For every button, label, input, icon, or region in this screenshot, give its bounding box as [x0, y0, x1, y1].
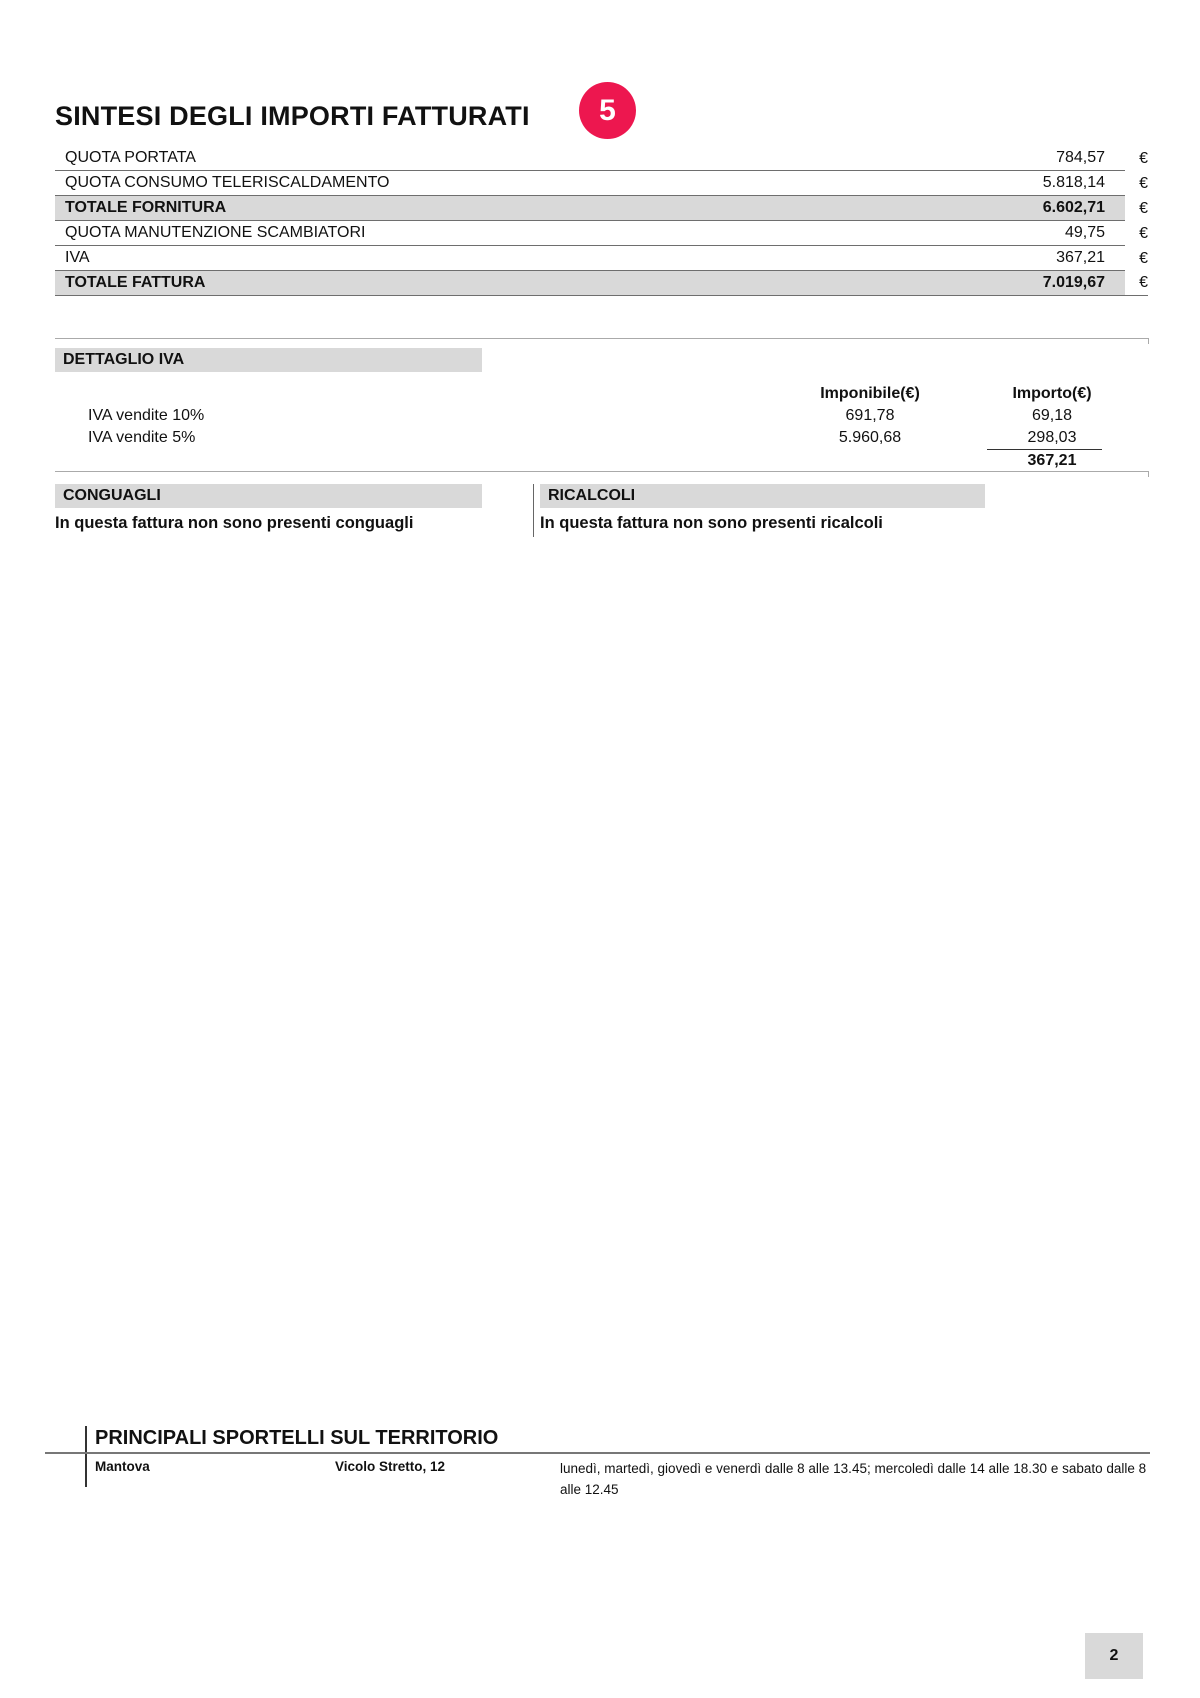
- page-number-badge: [1085, 1633, 1143, 1679]
- vat-detail-section-header: [55, 348, 482, 372]
- section-title: CONGUAGLI: [63, 487, 161, 504]
- row-amount: 5.818,14: [1042, 174, 1105, 191]
- row-label: TOTALE FATTURA: [65, 274, 206, 291]
- conguagli-message: In questa fattura non sono presenti conguagli: [55, 514, 414, 532]
- vat-row-label: IVA vendite 5%: [88, 429, 196, 446]
- step-number-badge: [579, 82, 636, 139]
- table-row: [55, 246, 1148, 271]
- sportelli-section-title: PRINCIPALI SPORTELLI SUL TERRITORIO: [95, 1427, 499, 1449]
- vertical-separator: [533, 484, 534, 537]
- page-number: 2: [1109, 1647, 1119, 1664]
- sportelli-hours: lunedì, martedì, giovedì e venerdì dalle 8 alle 13.45; mercoledì dalle 14 alle 18.30 e sabato dalle 8 alle 12.45: [560, 1461, 1147, 1497]
- currency-symbol: €: [1139, 199, 1148, 217]
- row-amount: 367,21: [1056, 249, 1105, 266]
- table-row-total-fornitura: [55, 196, 1148, 221]
- billed-amounts-table: [55, 146, 1148, 296]
- row-label: QUOTA CONSUMO TELERISCALDAMENTO: [65, 174, 390, 191]
- section-title: RICALCOLI: [548, 487, 636, 504]
- row-amount: 6.602,71: [1042, 199, 1105, 216]
- vat-row-imponibile: 5.960,68: [838, 429, 902, 446]
- step-number-label: 5: [599, 93, 616, 127]
- ricalcoli-message: In questa fattura non sono presenti ricalcoli: [540, 514, 883, 532]
- sportelli-city: Mantova: [95, 1459, 150, 1474]
- ricalcoli-section-header: [540, 484, 985, 508]
- vat-row-label: IVA vendite 10%: [88, 407, 205, 424]
- column-header-importo: Importo(€): [1012, 385, 1092, 402]
- currency-symbol: €: [1139, 249, 1148, 267]
- vat-row-importo: 69,18: [1031, 407, 1073, 424]
- column-header-imponibile: Imponibile(€): [820, 385, 920, 402]
- vat-total-value: 367,21: [1027, 452, 1077, 469]
- row-label: QUOTA MANUTENZIONE SCAMBIATORI: [65, 224, 366, 241]
- row-amount: 784,57: [1056, 149, 1105, 166]
- table-row-total-fattura: [55, 271, 1148, 296]
- vat-total-rule: [987, 449, 1102, 450]
- table-row: [55, 221, 1148, 246]
- row-amount: 49,75: [1064, 224, 1105, 241]
- section-divider: [55, 338, 1149, 344]
- currency-symbol: €: [1125, 271, 1148, 296]
- sportelli-left-rule: [85, 1426, 87, 1487]
- currency-symbol: €: [1139, 224, 1148, 242]
- row-label: QUOTA PORTATA: [65, 149, 196, 166]
- row-amount: 7.019,67: [1042, 274, 1105, 291]
- row-label: TOTALE FORNITURA: [65, 199, 227, 216]
- section-divider: [55, 471, 1149, 477]
- currency-symbol: €: [1139, 149, 1148, 167]
- currency-symbol: €: [1139, 174, 1148, 192]
- page-title: SINTESI DEGLI IMPORTI FATTURATI: [55, 101, 530, 131]
- section-title: DETTAGLIO IVA: [63, 351, 185, 368]
- row-label: IVA: [65, 249, 90, 266]
- vat-row-importo: 298,03: [1027, 429, 1077, 446]
- sportelli-horizontal-rule: [45, 1452, 1150, 1454]
- sportelli-address: Vicolo Stretto, 12: [335, 1459, 446, 1474]
- conguagli-section-header: [55, 484, 482, 508]
- table-row: [55, 171, 1148, 196]
- vat-row-imponibile: 691,78: [845, 407, 895, 424]
- table-row: [55, 146, 1148, 171]
